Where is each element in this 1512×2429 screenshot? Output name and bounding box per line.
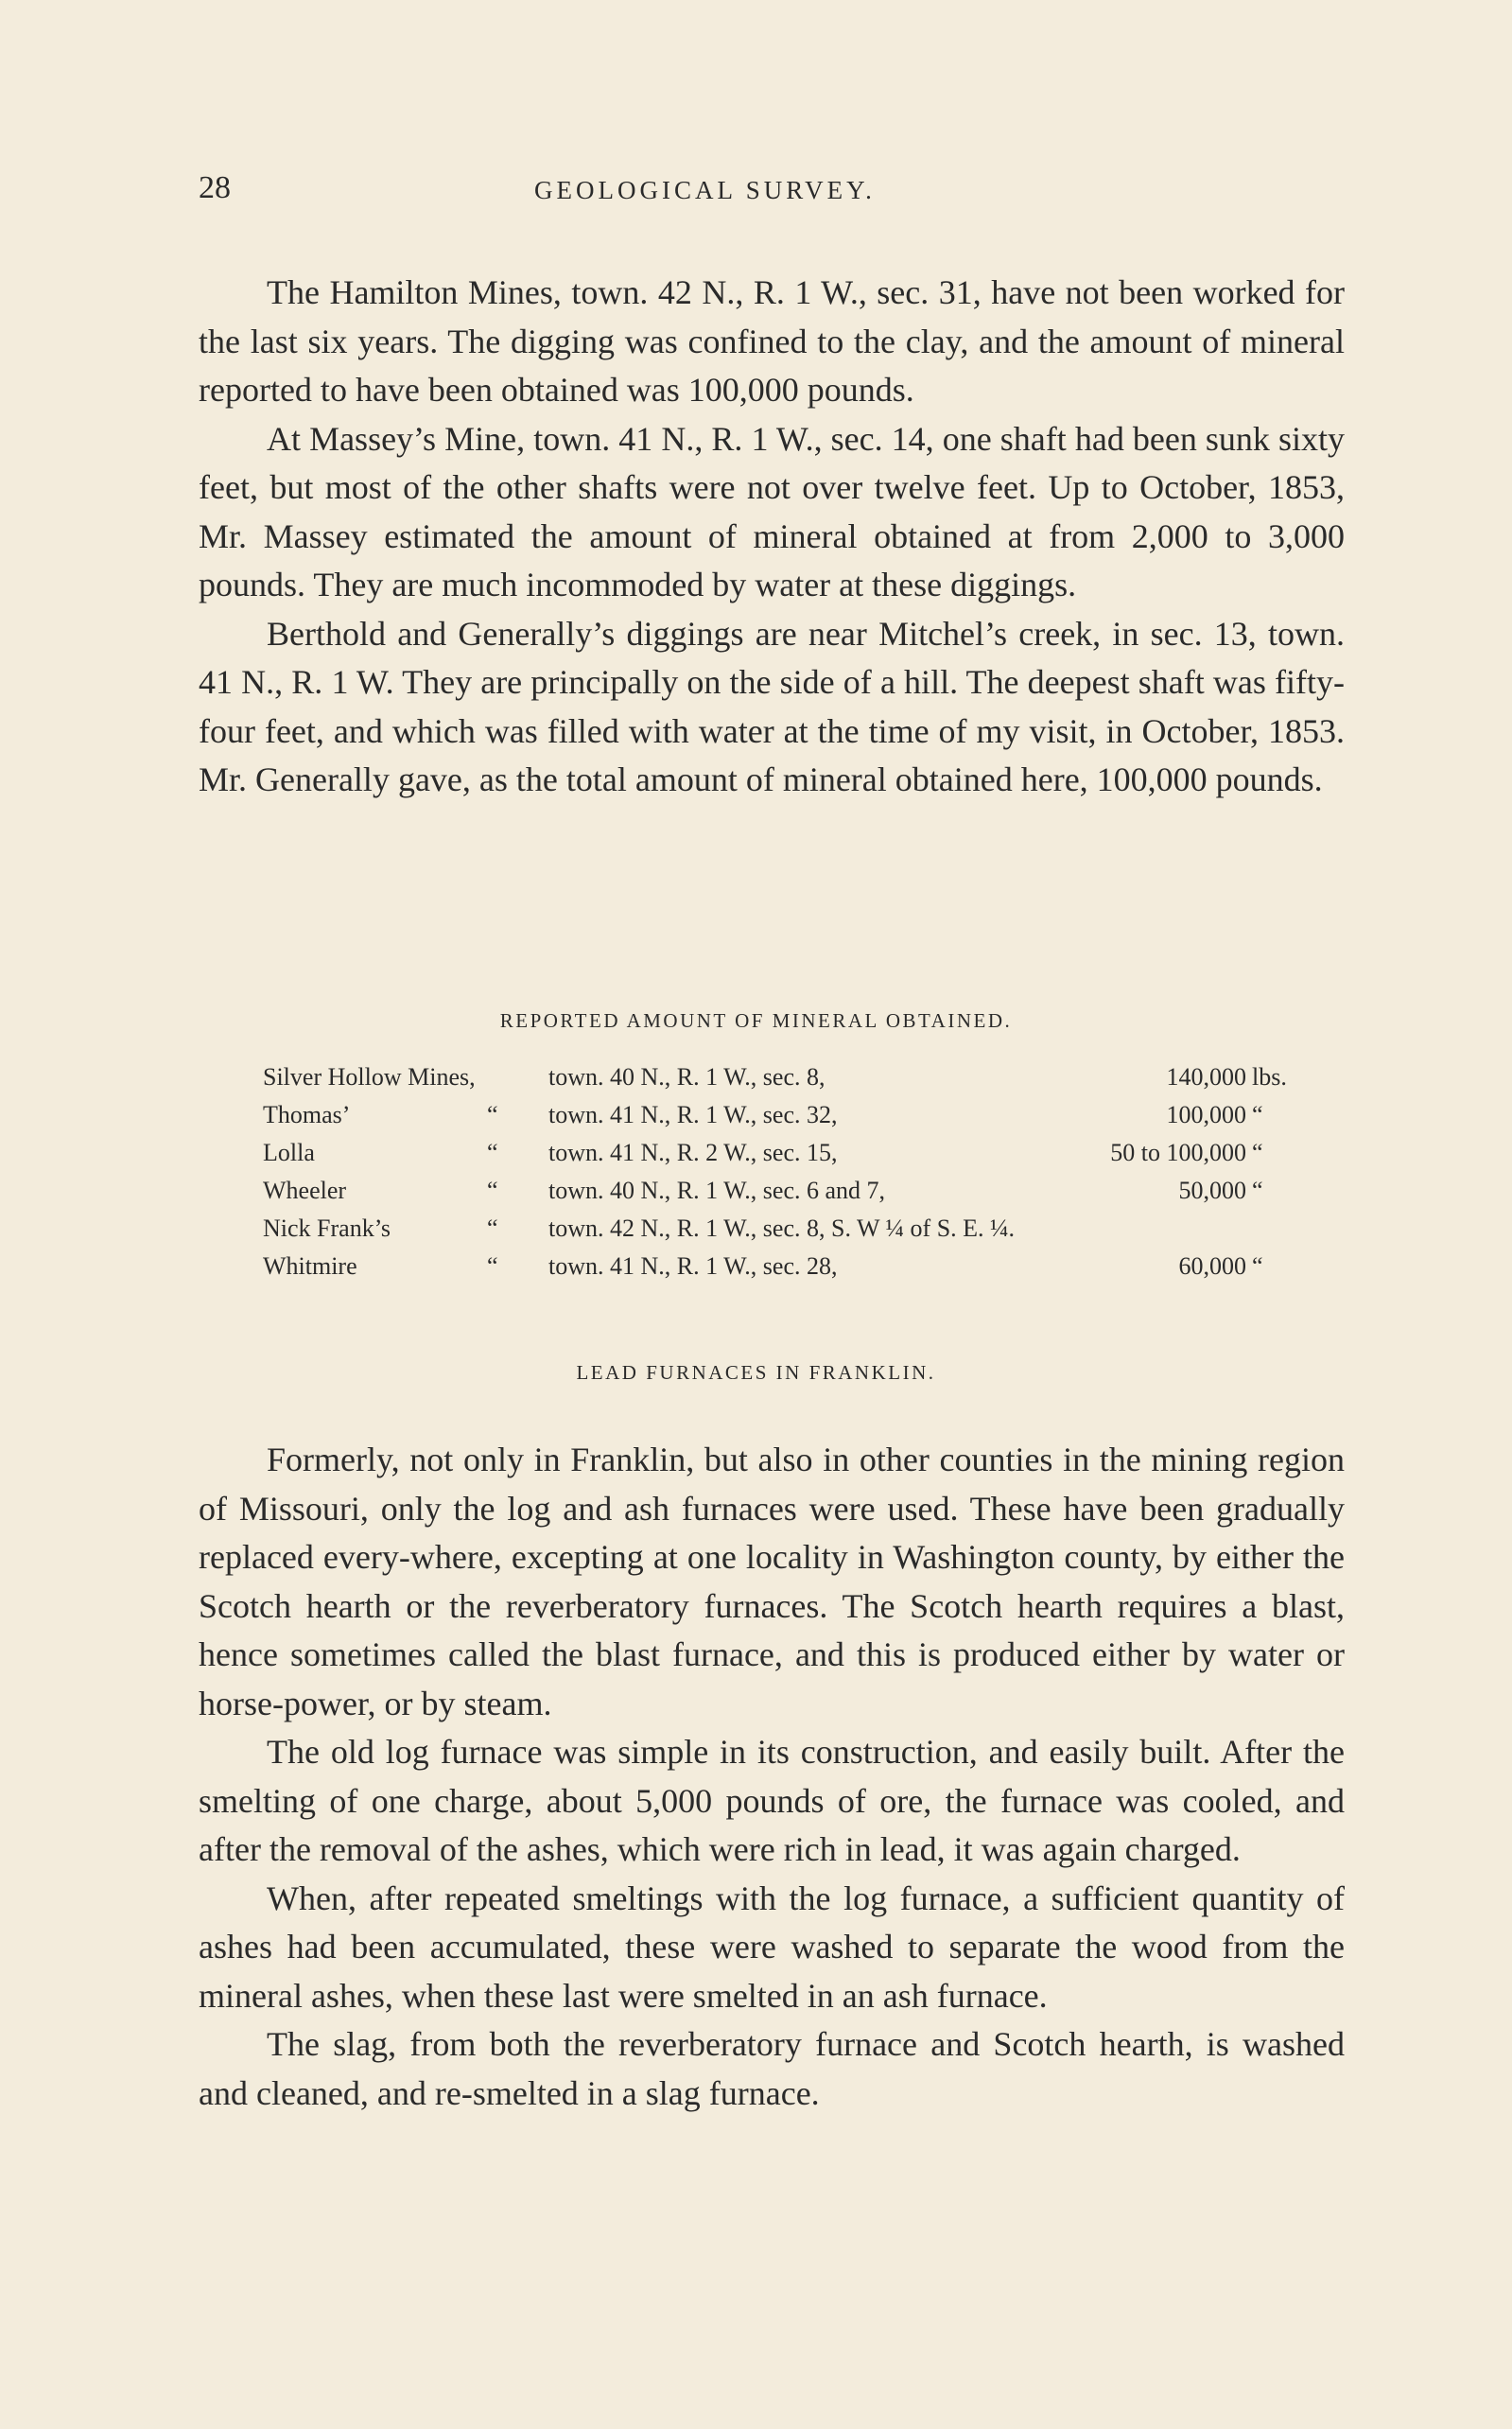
- mine-name: Whitmire: [263, 1252, 357, 1280]
- table-caption: REPORTED AMOUNT OF MINERAL OBTAINED.: [499, 1009, 1013, 1032]
- table-row: [263, 1139, 1284, 1177]
- mine-amount: 50 to 100,000: [1110, 1139, 1246, 1166]
- mine-amount: 100,000: [1166, 1101, 1246, 1128]
- mine-name: Wheeler: [263, 1177, 347, 1204]
- mine-name: Lolla: [263, 1139, 315, 1166]
- mine-location: town. 41 N., R. 1 W., sec. 28,: [548, 1252, 838, 1280]
- mine-amount: 50,000: [1178, 1177, 1246, 1204]
- paragraph: The slag, from both the reverberatory furnace and Scotch hearth, is washed and cleaned, and re-smelted in a slag furnace.: [199, 2025, 1345, 2112]
- mine-name: Thomas’: [263, 1101, 351, 1128]
- amount-unit: “: [1252, 1252, 1263, 1280]
- paragraph: The old log furnace was simple in its construction, and easily built. After the smelting of one charge, about 5,000 pounds of ore, the furnace was cooled, and after the removal of the ashes, which were rich in lead, it was again charged.: [199, 1733, 1345, 1868]
- amount-unit: “: [1252, 1177, 1263, 1204]
- mineral-table: [263, 1063, 1287, 1290]
- paragraph: Berthold and Generally’s diggings are near Mitchel’s creek, in sec. 13, town. 41 N., R. 1 W. They are principally on the side of a hill. The deepest shaft was fifty-four feet, and which was filled with water at the time of my visit, in October, 1853. Mr. Generally gave, as the total amount of mineral obtained here, 100,000 pounds.: [199, 614, 1345, 798]
- table-row: [263, 1063, 1287, 1101]
- ditto-mark: “: [487, 1252, 498, 1280]
- paragraph: The Hamilton Mines, town. 42 N., R. 1 W., sec. 31, have not been worked for the last six years. The digging was confined to the clay, and the amount of mineral reported to have been obtained was 100,000 pounds.: [199, 273, 1345, 409]
- table-row: [263, 1214, 1284, 1252]
- ditto-mark: “: [487, 1139, 498, 1166]
- table-row: [263, 1101, 1284, 1139]
- ditto-mark: “: [487, 1101, 498, 1128]
- mine-amount: 140,000: [1166, 1063, 1246, 1091]
- mine-amount: 60,000: [1178, 1252, 1246, 1280]
- mine-location: town. 41 N., R. 2 W., sec. 15,: [548, 1139, 838, 1166]
- page-number: 28: [199, 170, 231, 205]
- table-row: [263, 1252, 1284, 1290]
- section-mines-text: [199, 269, 1345, 805]
- table-row: [263, 1177, 1284, 1214]
- mine-name: Silver Hollow Mines,: [263, 1063, 476, 1091]
- ditto-mark: “: [487, 1214, 498, 1242]
- mine-location: town. 40 N., R. 1 W., sec. 6 and 7,: [548, 1177, 886, 1204]
- running-title: GEOLOGICAL SURVEY.: [534, 176, 876, 204]
- mine-location: town. 40 N., R. 1 W., sec. 8,: [548, 1063, 826, 1091]
- paragraph: When, after repeated smeltings with the log furnace, a sufficient quantity of ashes had been accumulated, these were washed to separate the wood from the mineral ashes, when these last were smelted in an ash furnace.: [199, 1879, 1345, 2015]
- amount-unit: “: [1252, 1101, 1263, 1128]
- mine-name: Nick Frank’s: [263, 1214, 391, 1242]
- amount-unit: “: [1252, 1139, 1263, 1166]
- mine-location: town. 42 N., R. 1 W., sec. 8, S. W ¼ of S. E. ¼.: [548, 1214, 1016, 1242]
- paragraph: At Massey’s Mine, town. 41 N., R. 1 W., sec. 14, one shaft had been sunk sixty feet, but most of the other shafts were not over twelve feet. Up to October, 1853, Mr. Massey estimated the amount of mineral obtained at from 2,000 to 3,000 pounds. They are much incommoded by water at these diggings.: [199, 419, 1345, 603]
- page-header: [199, 170, 1343, 218]
- ditto-mark: “: [487, 1177, 498, 1204]
- mine-location: town. 41 N., R. 1 W., sec. 32,: [548, 1101, 838, 1128]
- section-heading: LEAD FURNACES IN FRANKLIN.: [576, 1361, 936, 1384]
- section-furnaces-text: [199, 1436, 1345, 2118]
- amount-unit: lbs.: [1252, 1063, 1287, 1091]
- paragraph: Formerly, not only in Franklin, but also in other counties in the mining region of Missouri, only the log and ash furnaces were used. These have been gradually replaced every-where, excepting at one locality in Washington county, by either the Scotch hearth or the reverberatory furnaces. The Scotch hearth requires a blast, hence sometimes called the blast furnace, and this is produced either by water or horse-power, or by steam.: [199, 1441, 1345, 1722]
